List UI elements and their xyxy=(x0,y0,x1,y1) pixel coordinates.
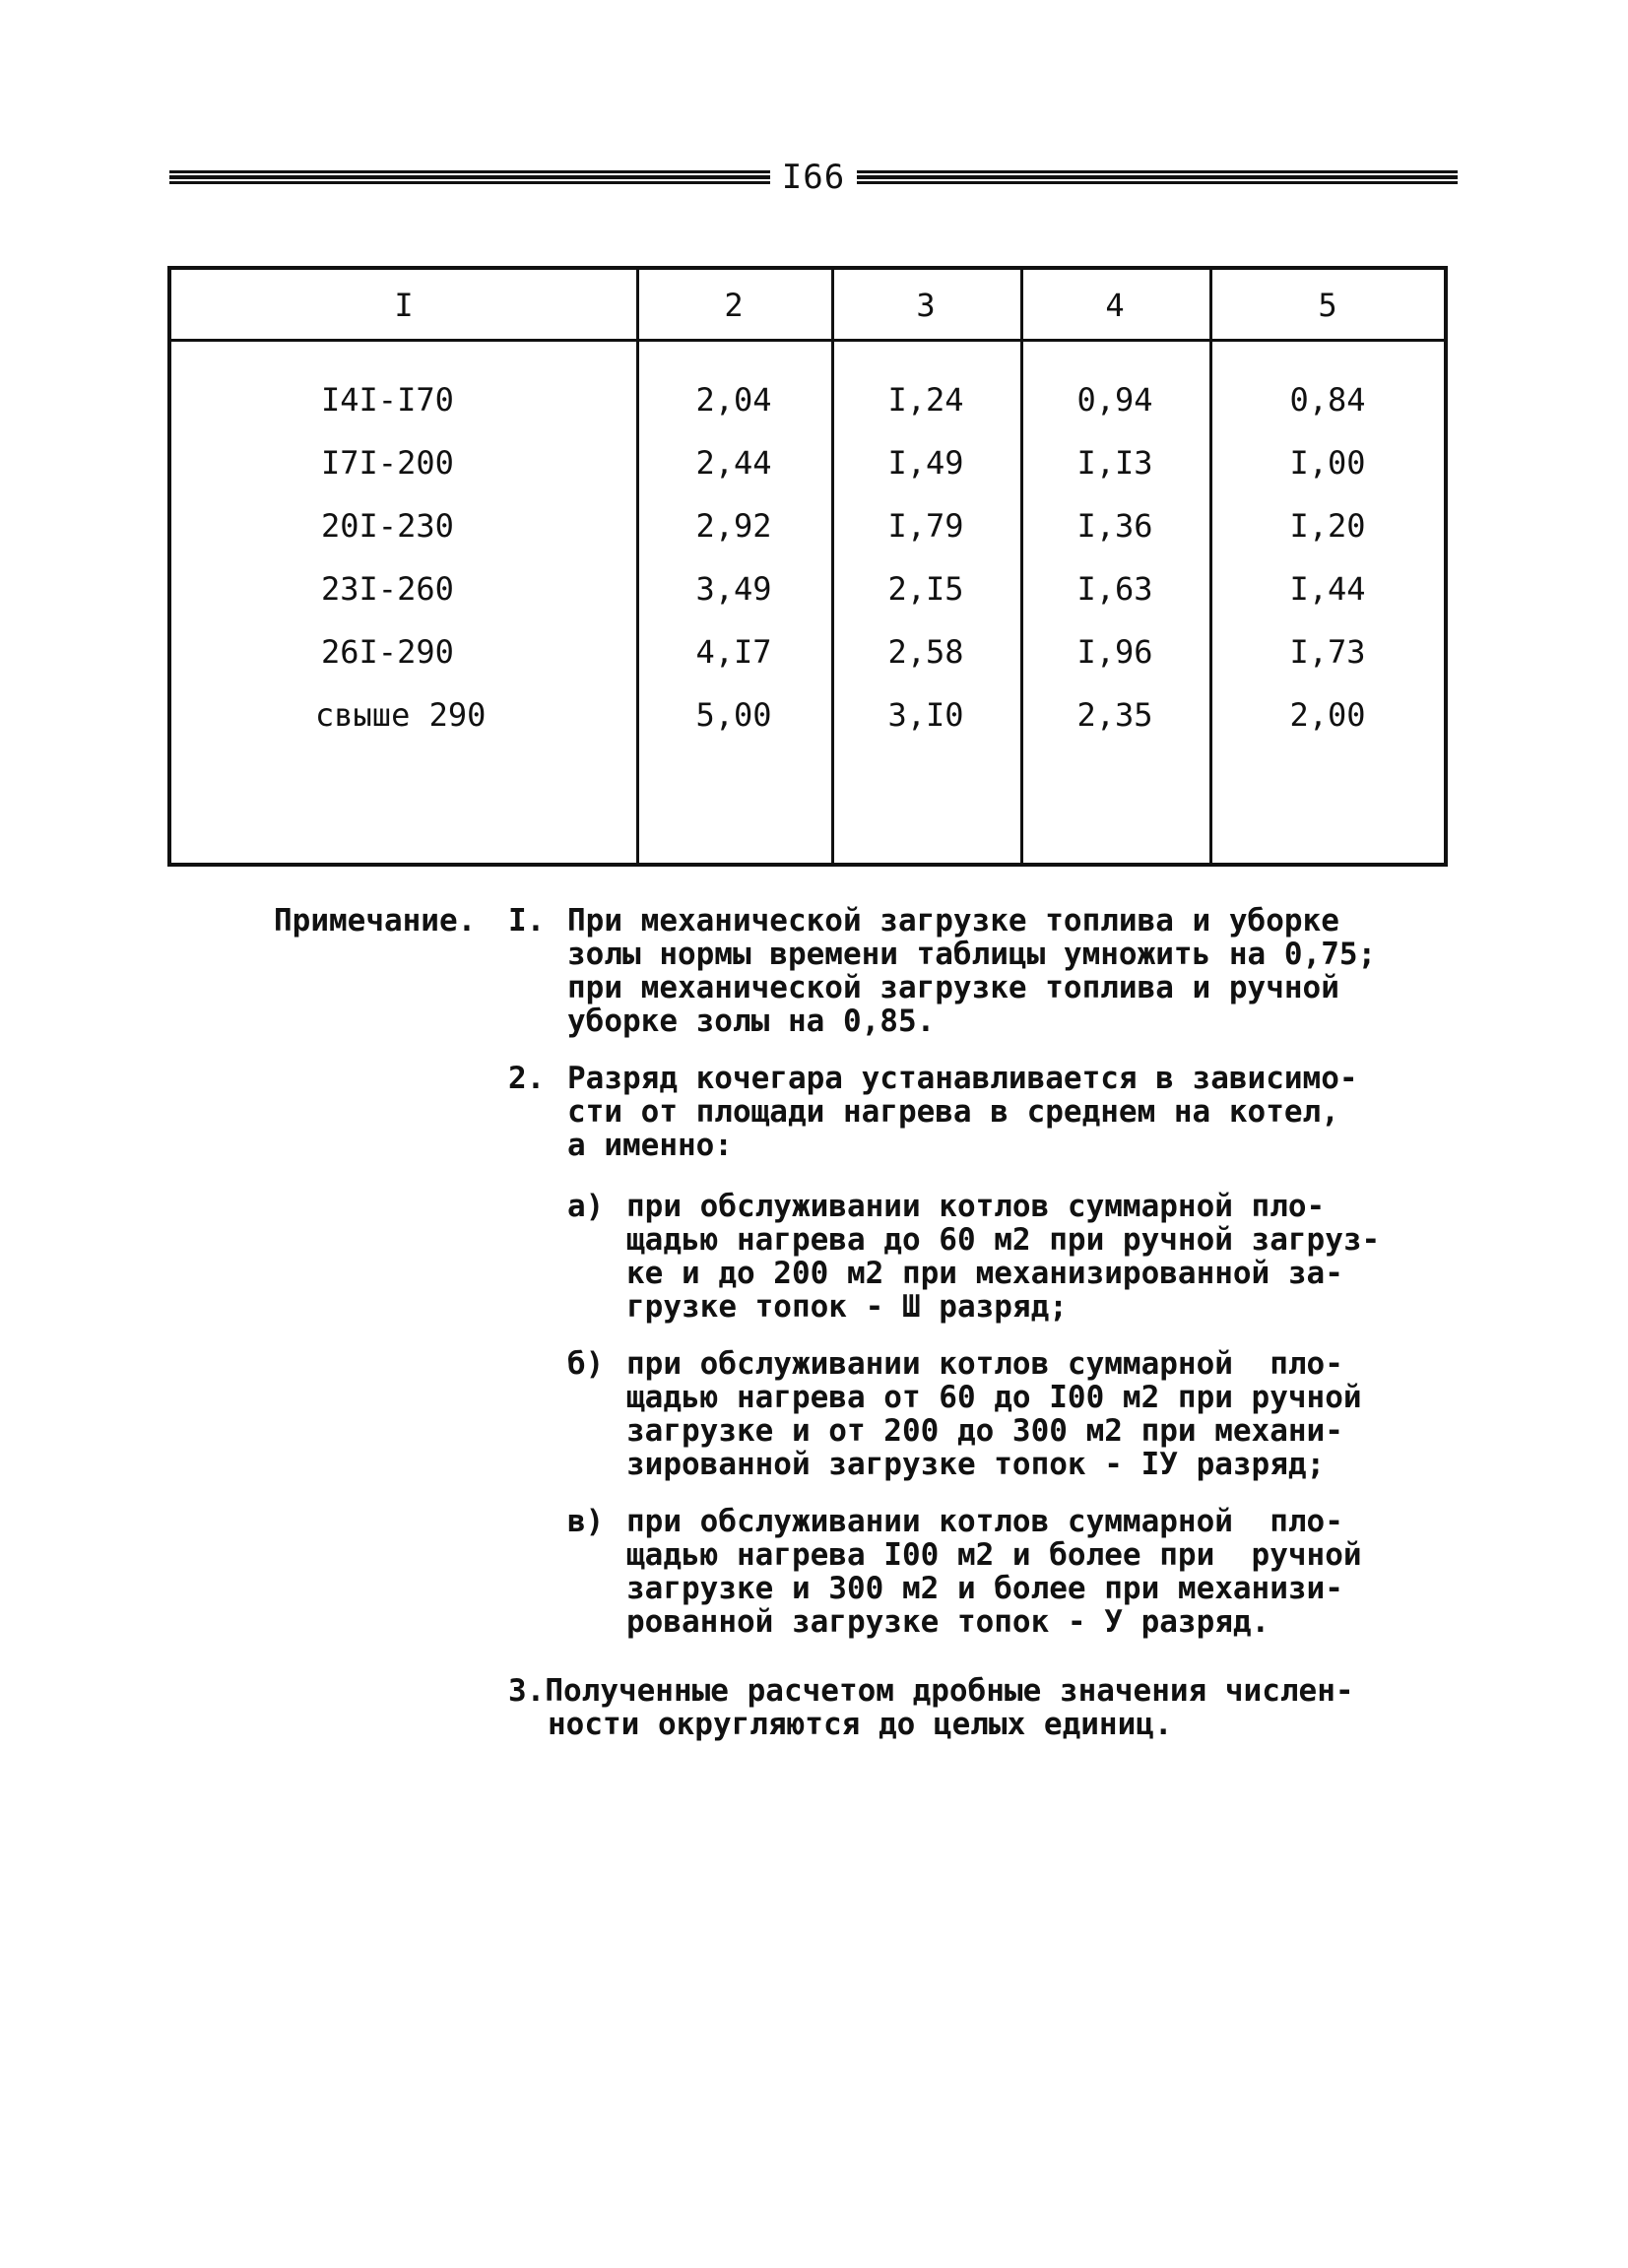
table-cell: 2,00 xyxy=(1289,696,1366,734)
note-line: загрузке и от 200 до 300 м2 при механи- xyxy=(626,1413,1343,1449)
note-line: золы нормы времени таблицы умножить на 0,75; xyxy=(567,937,1377,972)
note-line: загрузке и 300 м2 и более при механизи- xyxy=(626,1571,1343,1606)
note-line: сти от площади нагрева в среднем на котел, xyxy=(567,1094,1339,1130)
table-cell: 2,58 xyxy=(887,633,964,671)
table-cell: 2,35 xyxy=(1076,696,1153,734)
note-line: ке и до 200 м2 при механизированной за- xyxy=(626,1256,1343,1291)
table-cell: I,I3 xyxy=(1076,444,1153,482)
note-line: 3.Полученные расчетом дробные значения числен- xyxy=(508,1673,1354,1709)
note-line: зированной загрузке топок - IУ разряд; xyxy=(626,1447,1326,1482)
table-cell: I,96 xyxy=(1076,633,1153,671)
table-cell: 3,I0 xyxy=(887,696,964,734)
table-header-cell: 5 xyxy=(1318,287,1337,324)
table-cell-range: I4I-I70 xyxy=(321,381,454,419)
note-line: При механической загрузке топлива и уборке xyxy=(567,903,1339,939)
note-line: щадью нагрева до 60 м2 при ручной загруз- xyxy=(626,1222,1381,1258)
table-cell: I,63 xyxy=(1076,570,1153,608)
table-cell: 0,94 xyxy=(1076,381,1153,419)
note-line: щадью нагрева I00 м2 и более при ручной xyxy=(626,1537,1362,1573)
table-header-cell: 2 xyxy=(724,287,744,324)
table-header-cell: 3 xyxy=(916,287,936,324)
note-line: при обслуживании котлов суммарной пло- xyxy=(626,1346,1343,1382)
table-cell: I,49 xyxy=(887,444,964,482)
note-line: при механической загрузке топлива и ручной xyxy=(567,970,1339,1005)
table-cell: I,73 xyxy=(1289,633,1366,671)
note-line: а именно: xyxy=(567,1128,733,1163)
subitem-mark: в) xyxy=(567,1504,605,1539)
notes-label: Примечание. xyxy=(274,903,477,939)
table-cell-range: 20I-230 xyxy=(321,507,454,545)
page-number: I66 xyxy=(781,158,846,197)
note-number: I. xyxy=(508,903,546,939)
table-cell: 2,44 xyxy=(695,444,772,482)
table-cell: I,36 xyxy=(1076,507,1153,545)
table-cell: 2,92 xyxy=(695,507,772,545)
table-cell: 3,49 xyxy=(695,570,772,608)
note-line: щадью нагрева от 60 до I00 м2 при ручной xyxy=(626,1380,1362,1415)
table-cell: I,79 xyxy=(887,507,964,545)
note-line: при обслуживании котлов суммарной пло- xyxy=(626,1189,1326,1224)
table-cell: 0,84 xyxy=(1289,381,1366,419)
table-cell: I,44 xyxy=(1289,570,1366,608)
note-line: грузке топок - Ш разряд; xyxy=(626,1289,1068,1325)
table-cell-range: 23I-260 xyxy=(321,570,454,608)
table-cell: 4,I7 xyxy=(695,633,772,671)
table-cell: I,24 xyxy=(887,381,964,419)
table-cell-range: I7I-200 xyxy=(321,444,454,482)
table-cell: 2,I5 xyxy=(887,570,964,608)
table-cell: 2,04 xyxy=(695,381,772,419)
table-header-cell: 4 xyxy=(1105,287,1125,324)
subitem-mark: б) xyxy=(567,1346,605,1382)
table-cell: 5,00 xyxy=(695,696,772,734)
note-line: при обслуживании котлов суммарной пло- xyxy=(626,1504,1343,1539)
note-number: 2. xyxy=(508,1061,546,1096)
note-line: ности округляются до целых единиц. xyxy=(548,1707,1173,1742)
subitem-mark: а) xyxy=(567,1189,605,1224)
table-cell-range: 26I-290 xyxy=(321,633,454,671)
note-line: Разряд кочегара устанавливается в зависимо- xyxy=(567,1061,1358,1096)
table-header-cell: I xyxy=(394,287,414,324)
table-cell: I,00 xyxy=(1289,444,1366,482)
note-line: уборке золы на 0,85. xyxy=(567,1004,936,1039)
table-cell: I,20 xyxy=(1289,507,1366,545)
table-cell-range: свыше 290 xyxy=(315,696,487,734)
note-line: рованной загрузке топок - У разряд. xyxy=(626,1604,1270,1640)
